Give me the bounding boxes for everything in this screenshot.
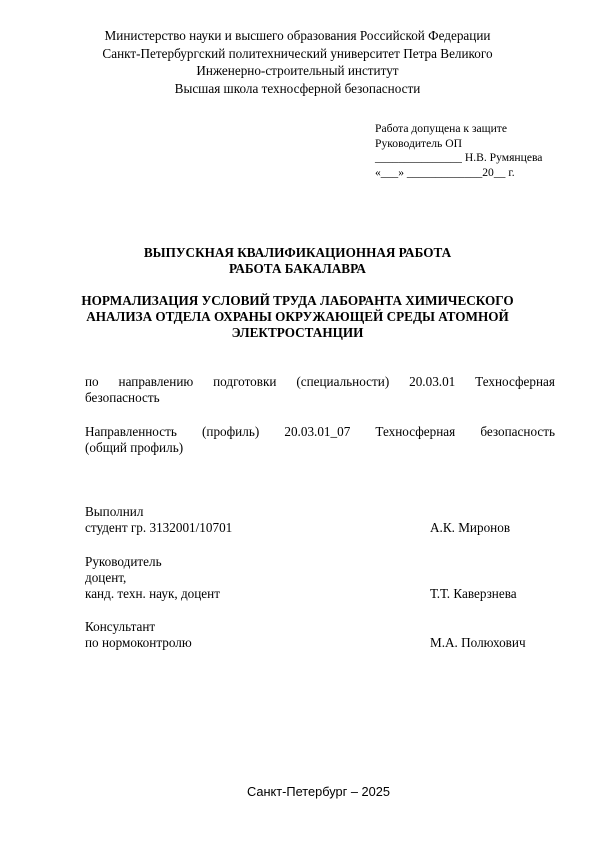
direction-line-2: безопасность xyxy=(85,390,160,405)
work-type-subline: РАБОТА БАКАЛАВРА xyxy=(229,261,366,276)
approval-signature: _______________ Н.В. Румянцева xyxy=(375,151,543,164)
direction-word: подготовки xyxy=(213,374,277,389)
direction-word: 20.03.01 xyxy=(409,374,456,389)
approval-block xyxy=(375,122,542,180)
approval-date: «___» _____________20__ г. xyxy=(375,165,515,179)
supervisor-name: Т.Т. Каверзнева xyxy=(430,586,517,601)
performer-name: А.К. Миронов xyxy=(430,520,511,535)
work-type-line: ВЫПУСКНАЯ КВАЛИФИКАЦИОННАЯ РАБОТА xyxy=(143,245,452,260)
consultant-label: Консультант xyxy=(85,619,156,634)
topic-line-3: ЭЛЕКТРОСТАНЦИИ xyxy=(231,325,364,340)
approval-heading: Работа допущена к защите xyxy=(375,122,508,135)
university-line: Санкт-Петербургский политехнический университет Петра Великого xyxy=(102,45,493,61)
profile-word: (профиль) xyxy=(202,424,260,439)
profile-line-1 xyxy=(85,424,555,440)
supervisor-role: канд. техн. наук, доцент xyxy=(85,586,220,601)
supervisor-label: Руководитель xyxy=(85,554,162,569)
profile-paragraph xyxy=(85,424,555,456)
direction-word: Техносферная xyxy=(475,374,555,389)
profile-word: безопасность xyxy=(480,424,555,439)
supervisor-position: доцент, xyxy=(85,570,127,585)
direction-word: по xyxy=(85,374,99,389)
profile-word: 20.03.01_07 xyxy=(284,424,351,439)
institution-header xyxy=(0,27,595,97)
performer-label: Выполнил xyxy=(85,504,144,519)
profile-word: Техносферная xyxy=(375,424,456,439)
consultant-block xyxy=(85,619,555,651)
school-line: Высшая школа техносферной безопасности xyxy=(174,80,421,96)
performer-role: студент гр. 3132001/10701 xyxy=(85,520,233,535)
ministry-line: Министерство науки и высшего образования Российской Федерации xyxy=(104,28,491,43)
direction-word: (специальности) xyxy=(296,374,390,389)
consultant-name: М.А. Полюхович xyxy=(430,635,526,650)
direction-line-1 xyxy=(85,374,555,390)
supervisor-block xyxy=(85,554,555,602)
profile-word: Направленность xyxy=(85,424,177,439)
topic-line-2: АНАЛИЗА ОТДЕЛА ОХРАНЫ ОКРУЖАЮЩЕЙ СРЕДЫ АТОМНОЙ xyxy=(86,309,509,324)
direction-word: направлению xyxy=(118,374,194,389)
topic-line-1: НОРМАЛИЗАЦИЯ УСЛОВИЙ ТРУДА ЛАБОРАНТА ХИМИЧЕСКОГО xyxy=(81,293,514,308)
thesis-topic xyxy=(60,293,535,341)
profile-line-2: (общий профиль) xyxy=(85,440,184,455)
direction-paragraph xyxy=(85,374,555,406)
approval-role: Руководитель ОП xyxy=(375,136,462,150)
work-type xyxy=(0,245,595,277)
performer-block xyxy=(85,504,555,536)
city-year: Санкт-Петербург – 2025 xyxy=(246,784,391,799)
institute-line: Инженерно-строительный институт xyxy=(196,63,399,78)
consultant-role: по нормоконтролю xyxy=(85,635,192,650)
